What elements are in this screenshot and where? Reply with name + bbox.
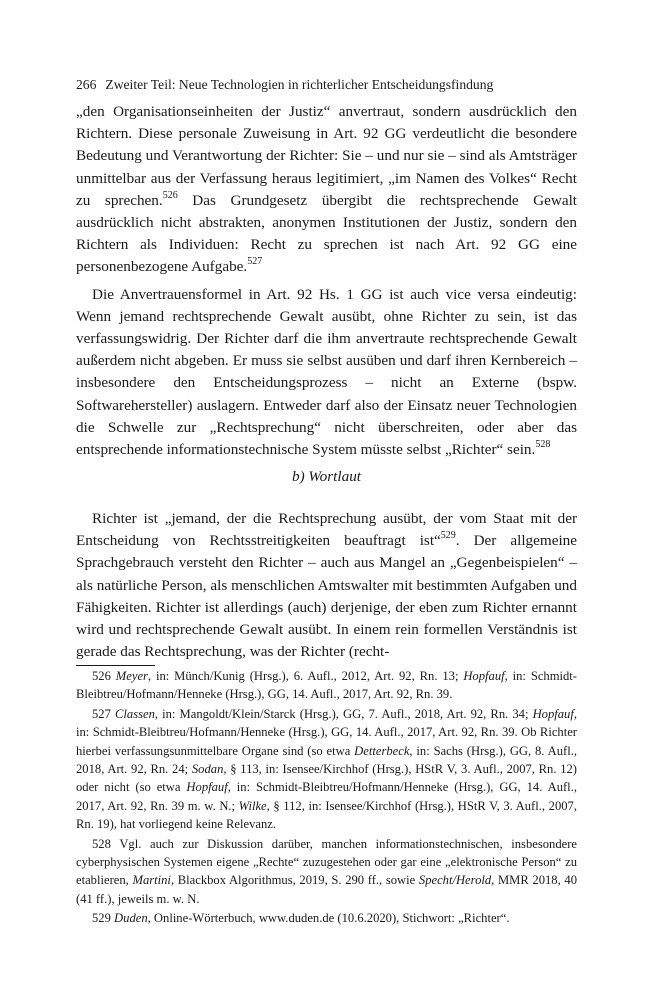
footnote-528 bbox=[76, 835, 577, 909]
footnote-text: , in: Schmidt-Bleibtreu/Hofmann/Henneke (Hrsg.), GG, 14. Aufl., 2017, Art. 92, Rn. 39 m. w. N.; bbox=[76, 780, 577, 813]
author-name: Specht/Herold bbox=[418, 873, 492, 888]
footnote-text: , Online-Wörterbuch, www.duden.de (10.6.2020), Stichwort: „Richter“. bbox=[147, 911, 510, 926]
footnote-text: , § 112, in: Isensee/Kirchhof (Hrsg.), HStR V, 3. Aufl., 2007, Rn. 19), hat vorliegend keine Relevanz. bbox=[76, 798, 577, 832]
footnote-527 bbox=[76, 705, 577, 834]
footnote-text: , MMR 2018, 40 (41 ff.), jeweils m. w. N. bbox=[76, 873, 577, 906]
footnote-text: , § 113, in: Isensee/Kirchhof (Hrsg.), HStR V, 3. Aufl., 2007, Rn. 12) oder nicht (so etwa bbox=[76, 762, 578, 795]
paragraph-2 bbox=[76, 284, 577, 462]
footnote-529 bbox=[76, 909, 577, 927]
main-text-continued bbox=[76, 508, 577, 663]
author-name: Martini bbox=[132, 873, 171, 888]
footnote-separator bbox=[76, 665, 155, 666]
footnote-text: Vgl. auch zur Diskussion darüber, manchen informationstechnischen, insbesondere cyberphysischen Systemen eigene „Rechte“ zuzugestehen oder gar eine „elektronische Person“ zu etablieren, bbox=[76, 836, 577, 888]
author-name: Classen bbox=[115, 706, 155, 721]
footnotes bbox=[76, 667, 577, 928]
footnote-526 bbox=[76, 667, 577, 704]
author-name: Hopfauf bbox=[532, 706, 574, 721]
paragraph-1-text-b: Das Grundgesetz übergibt die rechtsprechende Gewalt ausdrücklich nicht abstrakten, anonymen Institutionen der Justiz, sondern den Richtern als Individuen: Recht zu sprechen ist nach Art. 92 GG eine personenbezogene Aufgabe. bbox=[76, 191, 578, 276]
running-header bbox=[76, 77, 577, 93]
author-name: Duden bbox=[114, 911, 148, 926]
footnote-number: 526 bbox=[92, 669, 111, 683]
author-name: Meyer bbox=[115, 669, 148, 683]
author-name: Hopfauf bbox=[186, 780, 228, 795]
footnote-ref-526: 526 bbox=[162, 189, 178, 201]
paragraph-3 bbox=[76, 508, 577, 663]
footnote-number: 527 bbox=[92, 706, 111, 721]
footnote-ref-529: 529 bbox=[440, 530, 456, 542]
page-number: 266 bbox=[76, 77, 97, 92]
author-name: Detterbeck bbox=[354, 743, 410, 758]
footnote-text: , in: Schmidt-Bleibtreu/Hofmann/Henneke (Hrsg.), GG, 14. Aufl., 2017, Art. 92, Rn. 39. bbox=[76, 669, 577, 702]
footnote-number: 529 bbox=[92, 911, 111, 926]
paragraph-1 bbox=[76, 101, 577, 279]
footnote-text: , Blackbox Algorithmus, 2019, S. 290 ff., sowie bbox=[170, 873, 419, 888]
section-heading: b) Wortlaut bbox=[291, 468, 362, 485]
author-name: Hopfauf bbox=[463, 669, 505, 683]
footnote-text: , in: Schmidt-Bleibtreu/Hofmann/Henneke (Hrsg.), GG, 14. Aufl., 2017, Art. 92, Rn. 39. Ob Richter hierbei verfassungsunmittelbare Organe sind (so etwa bbox=[76, 706, 577, 758]
running-title: Zweiter Teil: Neue Technologien in richterlicher Entscheidungsfindung bbox=[105, 77, 494, 92]
paragraph-2-text: Die Anvertrauensformel in Art. 92 Hs. 1 GG ist auch vice versa eindeutig: Wenn jemand rechtsprechende Gewalt ausübt, ohne Richter zu sein, ist das verfassungswidrig. Der Richter darf die ihm anvertraute rechtsprechende Gewalt außerdem nicht abgeben. Er muss sie selbst ausüben und darf ihren Kernbereich – insbesondere den Entscheidungsprozess – nicht an Externe (bspw. Softwarehersteller) auslagern. Entweder darf also der Einsatz neuer Technologien die Schwelle zur „Rechtsprechung“ nicht überschreiten, oder aber das entsprechende informationstechnische System müsste selbst „Richter“ sein. bbox=[76, 285, 577, 459]
footnote-ref-528: 528 bbox=[535, 438, 551, 450]
author-name: Sodan bbox=[191, 762, 224, 777]
footnote-text: , in: Münch/Kunig (Hrsg.), 6. Aufl., 2012, Art. 92, Rn. 13; bbox=[147, 669, 464, 683]
author-name: Wilke bbox=[238, 798, 267, 813]
main-text bbox=[76, 101, 577, 461]
footnote-text: , in: Sachs (Hrsg.), GG, 8. Aufl., 2018, Art. 92, Rn. 24; bbox=[76, 743, 577, 777]
footnote-text: , in: Mangoldt/Klein/Starck (Hrsg.), GG, 7. Aufl., 2018, Art. 92, Rn. 34; bbox=[154, 706, 533, 721]
paragraph-1-text-a: „den Organisationseinheiten der Justiz“ anvertraut, sondern ausdrücklich den Richtern. Diese personale Zuweisung in Art. 92 GG verdeutlicht die besondere Bedeutung und Verantwortung der Richter: Sie – und nur sie – sind als Amtsträger unmittelbar aus der Verfassung heraus legitimiert, „im Namen des Volkes“ Recht zu sprechen. bbox=[76, 103, 577, 209]
footnote-number: 528 bbox=[92, 836, 111, 851]
paragraph-3-text-b: . Der allgemeine Sprachgebrauch versteht den Richter – auch aus Mangel an „Gegenbeispielen“ – als natürliche Person, als menschlichen Amtswalter mit bestimmten Aufgaben und Fähigkeiten. Richter ist allerdings (auch) derjenige, der eben zum Richter ernannt wird und rechtsprechende Gewalt ausübt. In einem rein formellen Verständnis ist gerade das Rechtsprechung, was der Richter (recht- bbox=[76, 532, 577, 661]
paragraph-3-text-a: Richter ist „jemand, der die Rechtsprechung ausübt, der vom Staat mit der Entscheidung von Rechtsstreitigkeiten beauftragt ist“ bbox=[76, 510, 577, 550]
footnote-ref-527: 527 bbox=[247, 256, 263, 268]
